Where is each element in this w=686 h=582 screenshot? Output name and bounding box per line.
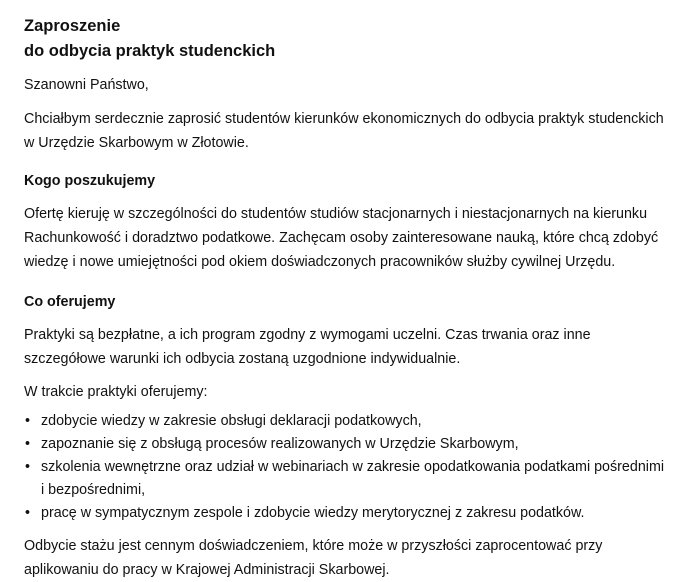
bullet-icon: • (25, 459, 31, 475)
list-item (24, 433, 668, 456)
bullet-icon: • (25, 436, 31, 452)
section-text-who: Ofertę kieruję w szczególności do studentów studiów stacjonarnych i niestacjonarnych na kierunku Rachunkowość i doradztwo podatkowe. Zachęcam osoby zainteresowane nauką, które chcą zdobyć wiedzę i nowe umiejętności pod okiem doświadczonych pracowników służby cywilnej Urzędu. (24, 206, 659, 270)
list-item (24, 410, 668, 433)
bullet-icon: • (25, 413, 31, 429)
list-item (24, 456, 668, 502)
section-text-offer: Praktyki są bezpłatne, a ich program zgodny z wymogami uczelni. Czas trwania oraz inne szczegółowe warunki ich odbycia zostaną uzgodnione indywidualnie. (24, 327, 591, 367)
offer-list (24, 410, 668, 525)
title-line-1: Zaproszenie (24, 17, 121, 35)
document-title (24, 14, 668, 64)
list-item-text: pracę w sympatycznym zespole i zdobycie wiedzy merytorycznej z zakresu podatków. (41, 505, 585, 521)
intro-paragraph: Chciałbym serdecznie zaprosić studentów kierunków ekonomicznych do odbycia praktyk studenckich w Urzędzie Skarbowym w Złotowie. (24, 111, 664, 151)
greeting: Szanowni Państwo, (24, 77, 149, 93)
list-intro: W trakcie praktyki oferujemy: (24, 384, 208, 400)
title-line-2: do odbycia praktyk studenckich (24, 42, 276, 60)
list-item-text: szkolenia wewnętrzne oraz udział w webinariach w zakresie opodatkowania podatkami pośrednimi i bezpośrednimi, (41, 459, 665, 498)
section-heading-who: Kogo poszukujemy (24, 173, 156, 189)
section-heading-offer: Co oferujemy (24, 294, 116, 310)
closing-paragraph: Odbycie stażu jest cennym doświadczeniem, które może w przyszłości zaprocentować przy aplikowaniu do pracy w Krajowej Administracji Skarbowej. (24, 538, 603, 578)
list-item-text: zdobycie wiedzy w zakresie obsługi deklaracji podatkowych, (41, 413, 422, 429)
list-item-text: zapoznanie się z obsługą procesów realizowanych w Urzędzie Skarbowym, (41, 436, 519, 452)
bullet-icon: • (25, 505, 31, 521)
list-item (24, 502, 668, 525)
